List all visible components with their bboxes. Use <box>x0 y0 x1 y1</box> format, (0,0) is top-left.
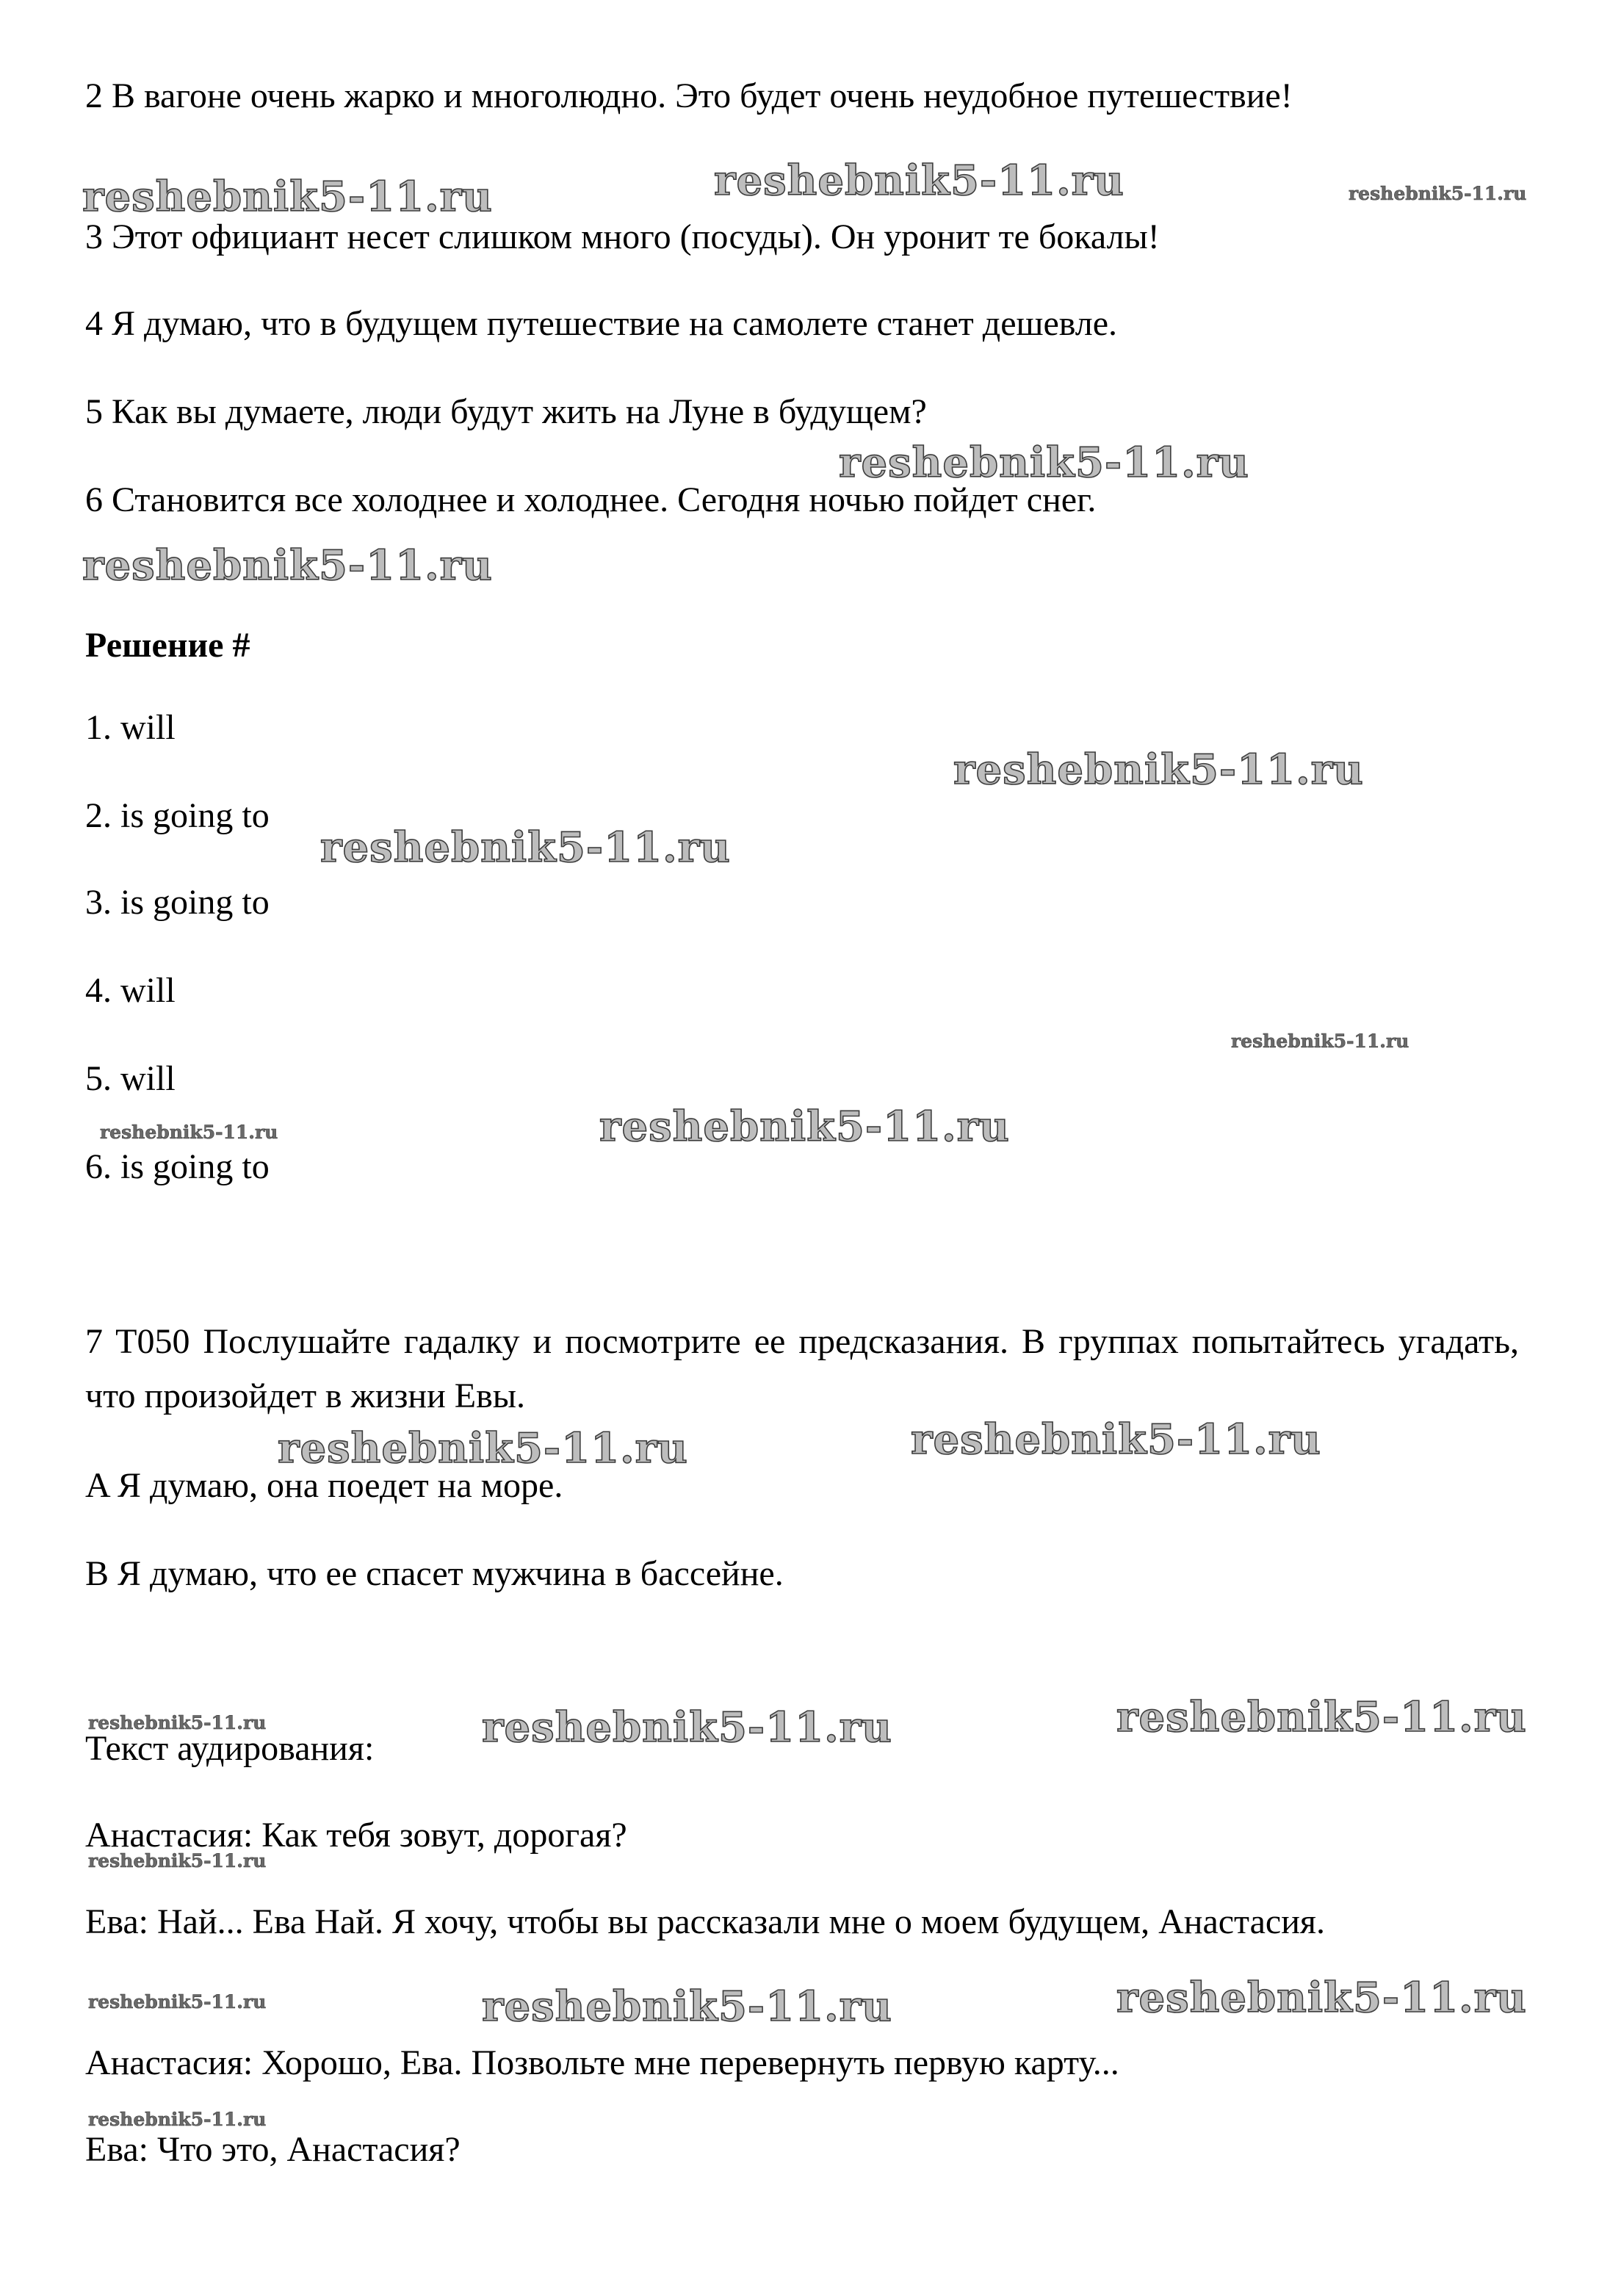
dialogue-line-1: Анастасия: Как тебя зовут, дорогая? <box>85 1816 627 1855</box>
watermark: reshebnik5-11.ru <box>839 438 1249 487</box>
answer-1: 1. will <box>85 708 176 747</box>
watermark: reshebnik5-11.ru <box>82 173 493 221</box>
watermark: reshebnik5-11.ru <box>88 1712 267 1733</box>
listening-heading: Текст аудирования: <box>85 1729 375 1768</box>
answer-2: 2. is going to <box>85 796 270 835</box>
dialogue-line-2: Ева: Най... Ева Най. Я хочу, чтобы вы рассказали мне о моем будущем, Анастасия. <box>85 1902 1325 1941</box>
answer-4: 4. will <box>85 971 176 1010</box>
exercise-sentence-4: 4 Я думаю, что в будущем путешествие на самолете станет дешевле. <box>85 304 1118 343</box>
exercise-7-instruction: 7 T050 Послушайте гадалку и посмотрите ее предсказания. В группах попытайтесь угадать, что произойдет в жизни Евы. <box>85 1322 1519 1415</box>
watermark: reshebnik5-11.ru <box>278 1424 688 1473</box>
exercise-sentence-5: 5 Как вы думаете, люди будут жить на Луне в будущем? <box>85 392 927 431</box>
watermark: reshebnik5-11.ru <box>1231 1030 1409 1052</box>
exercise-sentence-3: 3 Этот официант несет слишком много (посуды). Он уронит те бокалы! <box>85 217 1160 256</box>
watermark: reshebnik5-11.ru <box>714 156 1125 205</box>
answer-6: 6. is going to <box>85 1147 270 1186</box>
watermark: reshebnik5-11.ru <box>320 823 731 872</box>
watermark: reshebnik5-11.ru <box>599 1102 1010 1151</box>
exercise-sentence-2: 2 В вагоне очень жарко и многолюдно. Это будет очень неудобное путешествие! <box>85 76 1293 115</box>
guess-b: B Я думаю, что ее спасет мужчина в бассейне. <box>85 1554 784 1593</box>
answer-5: 5. will <box>85 1059 176 1098</box>
watermark: reshebnik5-11.ru <box>88 2109 267 2130</box>
watermark: reshebnik5-11.ru <box>953 746 1364 794</box>
solution-heading: Решение # <box>85 626 250 665</box>
dialogue-line-3: Анастасия: Хорошо, Ева. Позвольте мне перевернуть первую карту... <box>85 2043 1119 2082</box>
answer-3: 3. is going to <box>85 883 270 922</box>
watermark: reshebnik5-11.ru <box>482 1982 892 2031</box>
guess-a: A Я думаю, она поедет на море. <box>85 1466 563 1505</box>
watermark: reshebnik5-11.ru <box>1349 183 1527 204</box>
watermark: reshebnik5-11.ru <box>82 541 493 590</box>
dialogue-line-4: Ева: Что это, Анастасия? <box>85 2130 461 2169</box>
exercise-sentence-6: 6 Становится все холоднее и холоднее. Сегодня ночью пойдет снег. <box>85 480 1097 519</box>
watermark: reshebnik5-11.ru <box>1116 1693 1527 1741</box>
watermark: reshebnik5-11.ru <box>88 1991 267 2012</box>
watermark: reshebnik5-11.ru <box>482 1703 892 1752</box>
watermark: reshebnik5-11.ru <box>100 1122 278 1143</box>
watermark: reshebnik5-11.ru <box>1116 1974 1527 2022</box>
watermark: reshebnik5-11.ru <box>911 1415 1321 1464</box>
watermark: reshebnik5-11.ru <box>88 1850 267 1871</box>
